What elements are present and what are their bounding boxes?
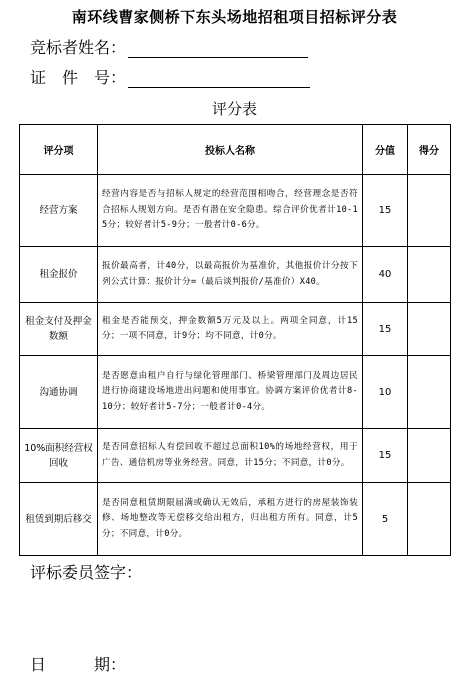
row-item: 沟通协调 xyxy=(20,356,98,429)
row-description: 报价最高者，计40分，以最高报价为基准价，其他报价计分按下列公式计算：报价计分=（最后谈判报价/基准价）X40。 xyxy=(98,247,363,303)
row-item: 经营方案 xyxy=(20,175,98,247)
id-number-field[interactable] xyxy=(128,69,310,88)
header-points: 分值 xyxy=(363,125,408,175)
row-points: 40 xyxy=(363,247,408,303)
table-header-row xyxy=(20,125,451,175)
row-description: 是否同意招标人有偿回收不超过总面积10%的场地经营权，用于广告、通信机房等业务经营。同意，计15分；不同意，计0分。 xyxy=(98,429,363,483)
row-score-cell[interactable] xyxy=(408,247,451,303)
id-number-row xyxy=(30,66,310,88)
header-bidder-name: 投标人名称 xyxy=(98,125,363,175)
header-scoring-item: 评分项 xyxy=(20,125,98,175)
table-subtitle: 评分表 xyxy=(211,100,257,118)
table-row xyxy=(20,247,451,303)
table-row xyxy=(20,303,451,356)
id-number-label: 证 件 号： xyxy=(30,68,127,87)
table-row xyxy=(20,429,451,483)
row-points: 15 xyxy=(363,175,408,247)
table-row xyxy=(20,175,451,247)
row-score-cell[interactable] xyxy=(408,303,451,356)
row-score-cell[interactable] xyxy=(408,429,451,483)
committee-signature-label: 评标委员签字： xyxy=(30,563,143,582)
scoring-table xyxy=(19,124,451,556)
row-score-cell[interactable] xyxy=(408,175,451,247)
row-points: 15 xyxy=(363,429,408,483)
table-row xyxy=(20,356,451,429)
bidder-name-row xyxy=(30,36,308,58)
row-description: 经营内容是否与招标人规定的经营范围相吻合，经营理念是否符合招标人规划方向。是否有潜在安全隐患。综合评价优者计10-15分；较好者计5-9分；一般者计0-6分。 xyxy=(98,175,363,247)
bidder-name-field[interactable] xyxy=(128,39,308,58)
header-score: 得分 xyxy=(408,125,451,175)
row-points: 5 xyxy=(363,483,408,556)
row-description: 租金是否能预交，押金数额5万元及以上。两项全同意，计15分；一项不同意，计9分；均不同意，计0分。 xyxy=(98,303,363,356)
row-points: 10 xyxy=(363,356,408,429)
row-description: 是否同意租赁期限届满或确认无效后，承租方进行的房屋装饰装修、场地整改等无偿移交给出租方，归出租方所有。同意，计5分；不同意，计0分。 xyxy=(98,483,363,556)
row-points: 15 xyxy=(363,303,408,356)
row-item: 10%面积经营权回收 xyxy=(20,429,98,483)
row-description: 是否愿意由租户自行与绿化管理部门、桥梁管理部门及周边居民进行协商建设场地进出问题和使用事宜。协调方案评价优者计8-10分；较好者计5-7分；一般者计0-4分。 xyxy=(98,356,363,429)
date-label: 日 期： xyxy=(30,655,127,674)
row-score-cell[interactable] xyxy=(408,356,451,429)
row-item: 租金支付及押金数额 xyxy=(20,303,98,356)
row-item: 租赁到期后移交 xyxy=(20,483,98,556)
bidder-name-label: 竞标者姓名： xyxy=(30,38,127,57)
row-score-cell[interactable] xyxy=(408,483,451,556)
row-item: 租金报价 xyxy=(20,247,98,303)
page-title: 南环线曹家侧桥下东头场地招租项目招标评分表 xyxy=(71,8,398,26)
table-row xyxy=(20,483,451,556)
